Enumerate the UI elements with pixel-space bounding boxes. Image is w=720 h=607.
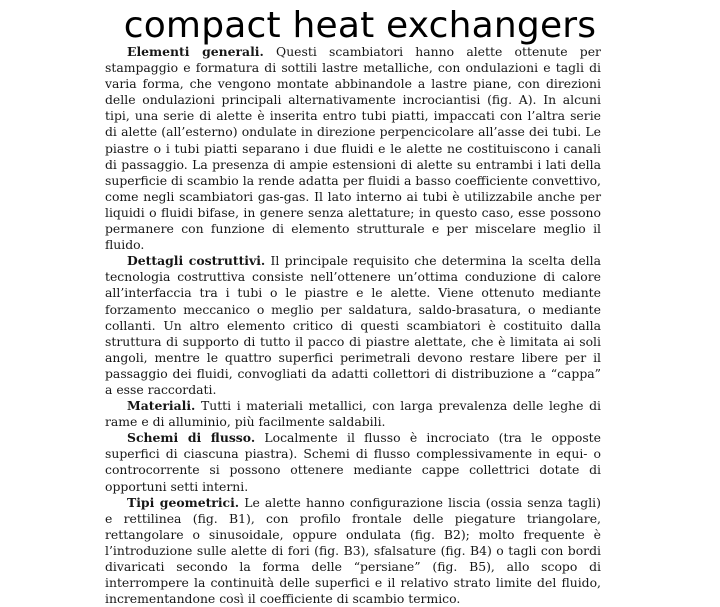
paragraph-heading: Tipi geometrici. bbox=[127, 494, 240, 510]
paragraph-materiali bbox=[105, 398, 601, 430]
paragraph-text: Il principale requisito che determina la scelta della tecnologia costruttiva consiste nell’ottenere un’ottima conduzione di calore all’interfaccia tra i tubi o le piastre e le alette. Viene ottenuto mediante forzamento meccanico o meglio per saldatura, saldo-brasatura, o mediante collanti. Un altro elemento critico di questi scambiatori è costituito dalla struttura di supporto di tutto il pacco di piastre alettate, che è limitata ai soli angoli, mentre le quattro superfici perimetrali devono restare libere per il passaggio dei fluidi, convogliati da adatti collettori di distribuzione a “cappa” a esse raccordati. bbox=[105, 253, 601, 397]
paragraph-text: Questi scambiatori hanno alette ottenute per stampaggio e formatura di sottili lastre metalliche, con ondulazioni e tagli di varia forma, che vengono montate abbinandole a lastre piane, con direzioni delle ondulazioni principali alternativamente incrociantisi (fig. A). In alcuni tipi, una serie di alette è inserita entro tubi piatti, impaccati con l’altra serie di alette (all’esterno) ondulate in direzione perpencicolare all’asse dei tubi. Le piastre o i tubi piatti separano i due fluidi e le alette ne costituiscono i canali di passaggio. La presenza di ampie estensioni di alette su entrambi i lati della superficie di scambio la rende adatta per fluidi a basso coefficiente convettivo, come negli scambiatori gas-gas. Il lato interno ai tubi è utilizzabile anche per liquidi o fluidi bifase, in genere senza alettature; in questo caso, esse possono permanere con funzione di elemento strutturale e per miscelare meglio il fluido. bbox=[105, 44, 601, 253]
paragraph-heading: Elementi generali. bbox=[127, 44, 264, 59]
paragraph-schemi-di-flusso bbox=[105, 430, 601, 494]
paragraph-heading: Materiali. bbox=[127, 398, 196, 414]
paragraph-text: Le alette hanno configurazione liscia (ossia senza tagli) e rettilinea (fig. B1), con profilo frontale delle piegature triangolare, rettangolare o sinusoidale, oppure ondulata (fig. B2); molto frequente è l’introduzione sulle alette di fori (fig. B3), sfalsature (fig. B4) o tagli con bordi divaricati secondo la forma delle “persiane” (fig. B5), allo scopo di interrompere la continuità delle superfici e il relativo strato limite del fluido, incrementandone così il coefficiente di scambio termico. bbox=[105, 494, 601, 607]
paragraph-text: Localmente il flusso è incrociato (tra le opposte superfici di ciascuna piastra). Schemi di flusso complessivamente in equi- o controcorrente si possono ottenere mediante cappe collettrici dotate di opportuni setti interni. bbox=[105, 430, 601, 494]
paragraph-tipi-geometrici bbox=[105, 495, 601, 607]
slide-title: compact heat exchangers bbox=[123, 5, 597, 46]
paragraph-heading: Dettagli costruttivi. bbox=[127, 253, 266, 269]
paragraph-text: Tutti i materiali metallici, con larga prevalenza delle leghe di rame e di alluminio, più facilmente saldabili. bbox=[105, 398, 601, 430]
paragraph-elementi-generali bbox=[105, 44, 601, 253]
paragraph-dettagli-costruttivi bbox=[105, 253, 601, 398]
scanned-text-image bbox=[105, 44, 601, 607]
paragraph-heading: Schemi di flusso. bbox=[127, 430, 256, 446]
